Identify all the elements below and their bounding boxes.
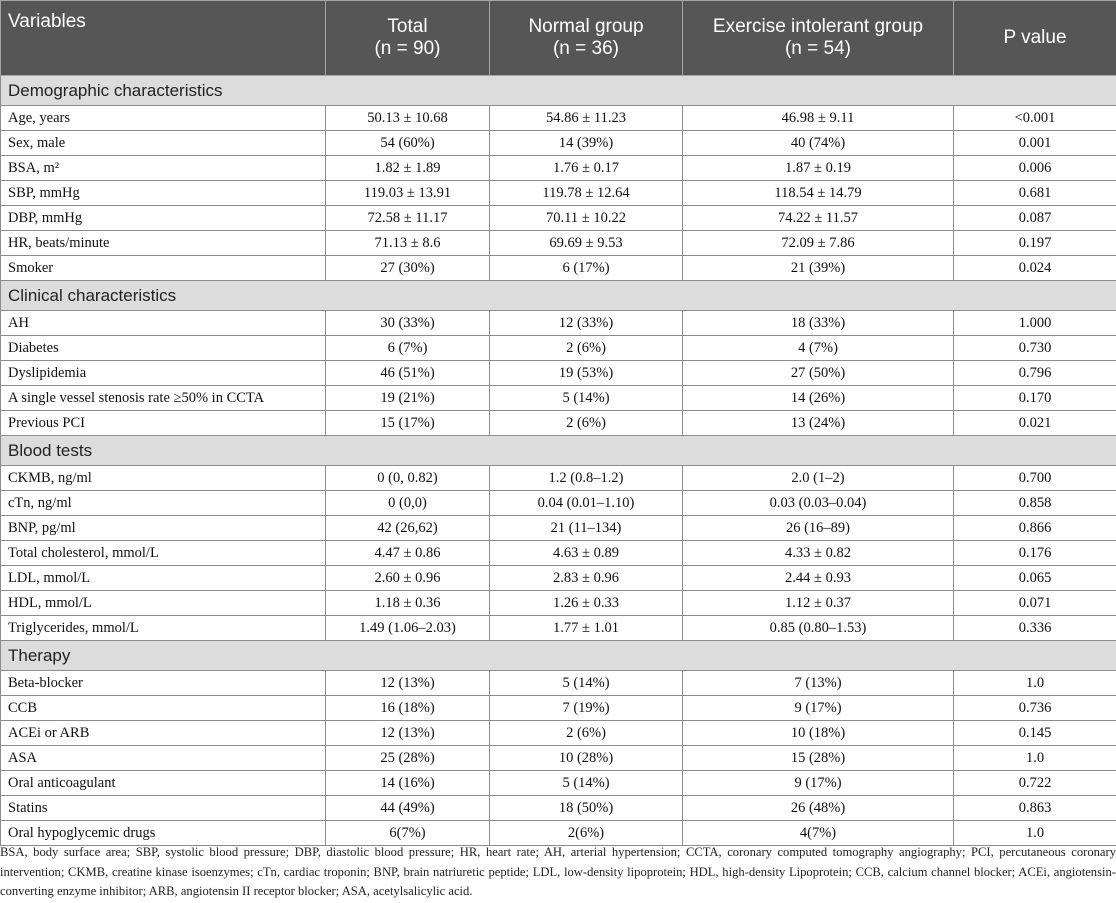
cell-p: 0.730 — [954, 336, 1116, 361]
cell-p: 0.700 — [954, 466, 1116, 491]
cell-normal: 69.69 ± 9.53 — [490, 231, 683, 256]
table-row — [1, 616, 1116, 641]
cell-label: Sex, male — [1, 131, 326, 156]
cell-label: DBP, mmHg — [1, 206, 326, 231]
table-row — [1, 231, 1116, 256]
table-row — [1, 206, 1116, 231]
cell-p: 0.024 — [954, 256, 1116, 281]
table-row — [1, 591, 1116, 616]
table-row — [1, 721, 1116, 746]
cell-total: 119.03 ± 13.91 — [326, 181, 490, 206]
section-header — [1, 436, 1116, 466]
cell-intolerant: 74.22 ± 11.57 — [683, 206, 954, 231]
table-row — [1, 671, 1116, 696]
cell-normal: 12 (33%) — [490, 311, 683, 336]
header-normal-n: (n = 36) — [552, 38, 619, 59]
cell-p: 0.863 — [954, 796, 1116, 821]
table-row — [1, 336, 1116, 361]
cell-label: Oral anticoagulant — [1, 771, 326, 796]
table-row — [1, 771, 1116, 796]
header-normal — [490, 1, 683, 76]
cell-p: 0.722 — [954, 771, 1116, 796]
table-body — [1, 76, 1116, 846]
cell-normal: 6 (17%) — [490, 256, 683, 281]
cell-normal: 70.11 ± 10.22 — [490, 206, 683, 231]
cell-intolerant: 4 (7%) — [683, 336, 954, 361]
section-title: Therapy — [1, 641, 1116, 671]
cell-label: Triglycerides, mmol/L — [1, 616, 326, 641]
cell-label: CCB — [1, 696, 326, 721]
table-row — [1, 131, 1116, 156]
cell-intolerant: 10 (18%) — [683, 721, 954, 746]
cell-intolerant: 21 (39%) — [683, 256, 954, 281]
cell-intolerant: 2.0 (1–2) — [683, 466, 954, 491]
cell-total: 25 (28%) — [326, 746, 490, 771]
cell-p: 1.0 — [954, 821, 1116, 846]
cell-intolerant: 26 (16–89) — [683, 516, 954, 541]
cell-total: 1.49 (1.06–2.03) — [326, 616, 490, 641]
cell-total: 42 (26,62) — [326, 516, 490, 541]
cell-normal: 119.78 ± 12.64 — [490, 181, 683, 206]
cell-intolerant: 46.98 ± 9.11 — [683, 106, 954, 131]
header-variables: Variables — [1, 1, 326, 76]
cell-intolerant: 4.33 ± 0.82 — [683, 541, 954, 566]
table-footnote: BSA, body surface area; SBP, systolic blood pressure; DBP, diastolic blood pressure; HR, heart rate; AH, arterial hypertension; CCTA, coronary computed tomography angiography; PCI, percutaneous coronary intervention; CKMB, creatine kinase isoenzymes; cTn, cardiac troponin; BNP, brain natriuretic peptide; LDL, low-density lipoprotein; HDL, high-density Lipoprotein; CCB, calcium channel blocker; ACEi, angiotensin-converting enzyme inhibitor; ARB, angiotensin II receptor blocker; ASA, acetylsalicylic acid. — [0, 845, 1116, 898]
section-header — [1, 76, 1116, 106]
cell-total: 30 (33%) — [326, 311, 490, 336]
cell-intolerant: 18 (33%) — [683, 311, 954, 336]
cell-p: 0.336 — [954, 616, 1116, 641]
header-normal-label: Normal group — [528, 16, 644, 37]
table-row — [1, 466, 1116, 491]
cell-intolerant: 14 (26%) — [683, 386, 954, 411]
cell-intolerant: 4(7%) — [683, 821, 954, 846]
cell-normal: 1.77 ± 1.01 — [490, 616, 683, 641]
cell-p: 0.197 — [954, 231, 1116, 256]
cell-total: 1.18 ± 0.36 — [326, 591, 490, 616]
cell-label: Smoker — [1, 256, 326, 281]
cell-normal: 54.86 ± 11.23 — [490, 106, 683, 131]
table-row — [1, 746, 1116, 771]
cell-intolerant: 7 (13%) — [683, 671, 954, 696]
cell-label: AH — [1, 311, 326, 336]
cell-label: Beta-blocker — [1, 671, 326, 696]
cell-intolerant: 9 (17%) — [683, 771, 954, 796]
cell-total: 15 (17%) — [326, 411, 490, 436]
cell-intolerant: 26 (48%) — [683, 796, 954, 821]
cell-total: 71.13 ± 8.6 — [326, 231, 490, 256]
cell-p: 0.681 — [954, 181, 1116, 206]
cell-label: LDL, mmol/L — [1, 566, 326, 591]
cell-intolerant: 1.12 ± 0.37 — [683, 591, 954, 616]
cell-intolerant: 118.54 ± 14.79 — [683, 181, 954, 206]
table-row — [1, 566, 1116, 591]
cell-total: 12 (13%) — [326, 671, 490, 696]
cell-total: 72.58 ± 11.17 — [326, 206, 490, 231]
cell-label: ACEi or ARB — [1, 721, 326, 746]
cell-p: 0.065 — [954, 566, 1116, 591]
table-row — [1, 491, 1116, 516]
header-total — [326, 1, 490, 76]
section-header — [1, 641, 1116, 671]
cell-p: 1.0 — [954, 671, 1116, 696]
cell-p: 0.087 — [954, 206, 1116, 231]
cell-p: 0.071 — [954, 591, 1116, 616]
cell-p: <0.001 — [954, 106, 1116, 131]
cell-label: HR, beats/minute — [1, 231, 326, 256]
cell-p: 0.145 — [954, 721, 1116, 746]
section-title: Demographic characteristics — [1, 76, 1116, 106]
cell-normal: 18 (50%) — [490, 796, 683, 821]
cell-total: 44 (49%) — [326, 796, 490, 821]
cell-intolerant: 1.87 ± 0.19 — [683, 156, 954, 181]
cell-total: 6(7%) — [326, 821, 490, 846]
cell-normal: 21 (11–134) — [490, 516, 683, 541]
cell-intolerant: 27 (50%) — [683, 361, 954, 386]
cell-total: 1.82 ± 1.89 — [326, 156, 490, 181]
header-total-label: Total — [387, 16, 428, 37]
cell-label: Total cholesterol, mmol/L — [1, 541, 326, 566]
table-row — [1, 311, 1116, 336]
cell-total: 54 (60%) — [326, 131, 490, 156]
cell-label: BNP, pg/ml — [1, 516, 326, 541]
cell-label: cTn, ng/ml — [1, 491, 326, 516]
table-row — [1, 796, 1116, 821]
cell-intolerant: 9 (17%) — [683, 696, 954, 721]
section-header — [1, 281, 1116, 311]
cell-label: CKMB, ng/ml — [1, 466, 326, 491]
cell-intolerant: 0.85 (0.80–1.53) — [683, 616, 954, 641]
cell-normal: 0.04 (0.01–1.10) — [490, 491, 683, 516]
section-title: Blood tests — [1, 436, 1116, 466]
cell-normal: 4.63 ± 0.89 — [490, 541, 683, 566]
cell-normal: 7 (19%) — [490, 696, 683, 721]
cell-normal: 14 (39%) — [490, 131, 683, 156]
cell-p: 0.176 — [954, 541, 1116, 566]
cell-p: 0.170 — [954, 386, 1116, 411]
cell-intolerant: 15 (28%) — [683, 746, 954, 771]
header-p-value: P value — [954, 1, 1116, 76]
cell-total: 46 (51%) — [326, 361, 490, 386]
cell-label: Oral hypoglycemic drugs — [1, 821, 326, 846]
cell-label: Age, years — [1, 106, 326, 131]
cell-p: 0.866 — [954, 516, 1116, 541]
cell-normal: 2.83 ± 0.96 — [490, 566, 683, 591]
cell-normal: 2 (6%) — [490, 336, 683, 361]
cell-normal: 5 (14%) — [490, 386, 683, 411]
cell-normal: 2 (6%) — [490, 721, 683, 746]
cell-normal: 1.26 ± 0.33 — [490, 591, 683, 616]
header-intolerant — [683, 1, 954, 76]
table-row — [1, 156, 1116, 181]
table-row — [1, 541, 1116, 566]
cell-intolerant: 2.44 ± 0.93 — [683, 566, 954, 591]
cell-total: 4.47 ± 0.86 — [326, 541, 490, 566]
table-row — [1, 181, 1116, 206]
cell-normal: 2(6%) — [490, 821, 683, 846]
cell-p: 1.000 — [954, 311, 1116, 336]
cell-p: 0.796 — [954, 361, 1116, 386]
table-row — [1, 411, 1116, 436]
cell-label: A single vessel stenosis rate ≥50% in CCTA — [1, 386, 326, 411]
header-intolerant-label: Exercise intolerant group — [712, 16, 924, 37]
cell-total: 0 (0,0) — [326, 491, 490, 516]
table-header — [1, 1, 1116, 76]
cell-p: 1.0 — [954, 746, 1116, 771]
cell-label: ASA — [1, 746, 326, 771]
cell-normal: 5 (14%) — [490, 771, 683, 796]
cell-label: Previous PCI — [1, 411, 326, 436]
cell-p: 0.736 — [954, 696, 1116, 721]
cell-label: Diabetes — [1, 336, 326, 361]
table-row — [1, 256, 1116, 281]
cell-intolerant: 13 (24%) — [683, 411, 954, 436]
cell-total: 0 (0, 0.82) — [326, 466, 490, 491]
table-row — [1, 361, 1116, 386]
cell-normal: 5 (14%) — [490, 671, 683, 696]
cell-total: 14 (16%) — [326, 771, 490, 796]
cell-normal: 1.2 (0.8–1.2) — [490, 466, 683, 491]
cell-total: 19 (21%) — [326, 386, 490, 411]
cell-intolerant: 40 (74%) — [683, 131, 954, 156]
cell-total: 27 (30%) — [326, 256, 490, 281]
cell-label: BSA, m² — [1, 156, 326, 181]
cell-normal: 2 (6%) — [490, 411, 683, 436]
table-row — [1, 821, 1116, 846]
cell-intolerant: 72.09 ± 7.86 — [683, 231, 954, 256]
cell-p: 0.858 — [954, 491, 1116, 516]
cell-label: SBP, mmHg — [1, 181, 326, 206]
table-row — [1, 386, 1116, 411]
cell-normal: 19 (53%) — [490, 361, 683, 386]
cell-total: 12 (13%) — [326, 721, 490, 746]
cell-intolerant: 0.03 (0.03–0.04) — [683, 491, 954, 516]
cell-p: 0.006 — [954, 156, 1116, 181]
cell-normal: 1.76 ± 0.17 — [490, 156, 683, 181]
cell-total: 2.60 ± 0.96 — [326, 566, 490, 591]
cell-label: Dyslipidemia — [1, 361, 326, 386]
table-row — [1, 516, 1116, 541]
cell-total: 50.13 ± 10.68 — [326, 106, 490, 131]
cell-label: HDL, mmol/L — [1, 591, 326, 616]
cell-total: 6 (7%) — [326, 336, 490, 361]
table-row — [1, 696, 1116, 721]
cell-p: 0.001 — [954, 131, 1116, 156]
cell-total: 16 (18%) — [326, 696, 490, 721]
cell-label: Statins — [1, 796, 326, 821]
section-title: Clinical characteristics — [1, 281, 1116, 311]
header-total-n: (n = 90) — [374, 38, 441, 59]
cell-p: 0.021 — [954, 411, 1116, 436]
header-intolerant-n: (n = 54) — [784, 38, 851, 59]
cell-normal: 10 (28%) — [490, 746, 683, 771]
table-row — [1, 106, 1116, 131]
